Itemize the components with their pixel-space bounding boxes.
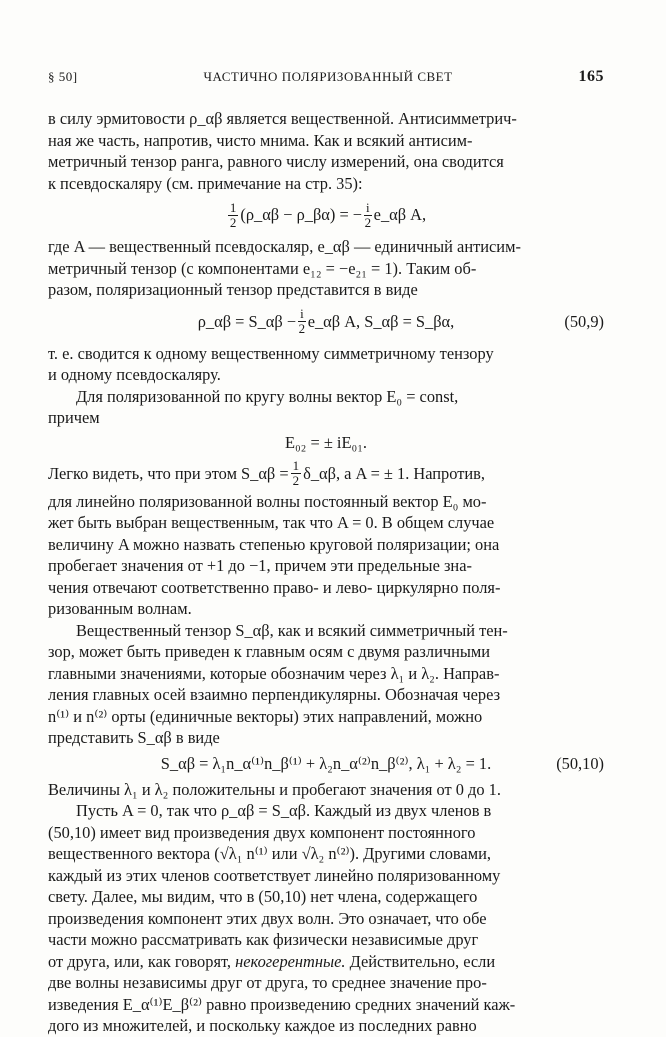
emphasis-incoherent: некогерентные. [235,951,346,971]
text-line: зор, может быть приведен к главным осям с двумя различными [48,642,491,661]
text-line: метричный тензор ранга, равного числу измерений, она сводится [48,152,504,171]
text-line: чения отвечают соответственно право- и лево- циркулярно поля- [48,577,501,597]
text-line: Пусть A = 0, так что ρ_αβ = S_αβ. Каждый из двух членов в [76,801,492,820]
section-mark: § 50] [48,69,78,84]
text-line: части можно рассматривать как физически независимые друг [48,930,479,949]
text-line: вещественного вектора (√λ₁ n⁽¹⁾ или √λ₂ n⁽²⁾). Другими словами, [48,844,491,863]
text-line: в силу эрмитовости ρ_αβ является вещественной. Антисимметрич- [48,109,517,128]
text-line: где A — вещественный псевдоскаляр, e_αβ — единичный антисим- [48,237,521,256]
fraction-half: $\frac{1}{2}$ [229,199,237,230]
equation-circular: E₀₂ = ± iE₀₁. [284,432,368,452]
text-line: свету. Далее, мы видим, что в (50,10) нет члена, содержащего [48,887,478,906]
text-line: ления главных осей взаимно перпендикулярны. Обозначая через [48,685,501,704]
text-line: пробегает значения от +1 до −1, причем эти предельные зна- [48,556,472,575]
text-line: Вещественный тензор S_αβ, как и всякий симметричный тен- [76,620,508,640]
page-number: 165 [578,68,604,85]
text-line: произведения компонент этих двух волн. Это означает, что обе [48,908,487,928]
equation-label: (50,9) [564,311,604,331]
text-line: (50,10) имеет вид произведения двух компонент постоянного [48,822,476,842]
equation-50-10: S_αβ = λ₁n_α⁽¹⁾n_β⁽¹⁾ + λ₂n_α⁽²⁾n_β⁽²⁾, λ₁ + λ₂ = 1. (50,10) [160,753,604,773]
text-line: разом, поляризационный тензор представится в виде [48,280,418,299]
text-line: т. е. сводится к одному вещественному симметричному тензору [48,343,494,363]
running-title: ЧАСТИЧНО ПОЛЯРИЗОВАННЫЙ СВЕТ [203,69,453,84]
text-line: Для поляризованной по кругу волны вектор E₀ = const, [76,386,459,406]
text-line: причем [48,408,100,427]
text-line: ризованным волнам. [48,599,192,618]
text-line: ная же часть, напротив, чисто мнима. Как и всякий антисим- [48,130,473,150]
text-line: представить S_αβ в виде [48,728,220,747]
text-line: главными значениями, которые обозначим через λ₁ и λ₂. Направ- [48,663,500,683]
fraction-half: $\frac{1}{2}$ [292,458,300,488]
text-line: жет быть выбран вещественным, так что A = 0. В общем случае [48,513,495,532]
fraction-i-half: $\frac{i}{2}$ [298,306,306,336]
equation-label: (50,10) [556,753,604,773]
text-line: две волны независимы друг от друга, то среднее значение про- [48,973,487,992]
equation-antisymmetric: $\frac{1}{2}$ (ρ_αβ − ρ_βα) = − $\frac{i}{2}$ e_αβ A, [229,199,427,230]
text-line: дого из множителей, и поскольку каждое из последних равно [48,1016,477,1035]
page-body [48,108,604,1037]
text-line: и одному псевдоскаляру. [48,365,221,384]
text-line: от друга, или, как говорят, некогерентные. Действительно, если [48,951,496,971]
text-line: n⁽¹⁾ и n⁽²⁾ орты (единичные векторы) этих направлений, можно [48,706,483,726]
text-line: Величины λ₁ и λ₂ положительны и пробегают значения от 0 до 1. [48,779,501,799]
text-line: к псевдоскаляру (см. примечание на стр. 35): [48,173,363,193]
equation-50-9: ρ_αβ = S_αβ − $\frac{i}{2}$ e_αβ A, S_αβ = S_βα, (50,9) [197,306,604,336]
fraction-i-half: $\frac{i}{2}$ [364,199,372,230]
text-line: величину A можно назвать степенью круговой поляризации; она [48,534,500,554]
text-line: каждый из этих членов соответствует линейно поляризованному [48,865,501,885]
text-line: для линейно поляризованной волны постоянный вектор E₀ мо- [48,491,487,511]
running-header [48,68,604,86]
text-line-with-fraction: Легко видеть, что при этом S_αβ = $\frac{1}{2}$ δ_αβ, а A = ± 1. Напротив, [48,458,486,488]
text-line: метричный тензор (с компонентами e₁₂ = −e₂₁ = 1). Таким об- [48,258,477,278]
text-line: изведения E_α⁽¹⁾E_β⁽²⁾ равно произведению средних значений каж- [48,994,516,1014]
